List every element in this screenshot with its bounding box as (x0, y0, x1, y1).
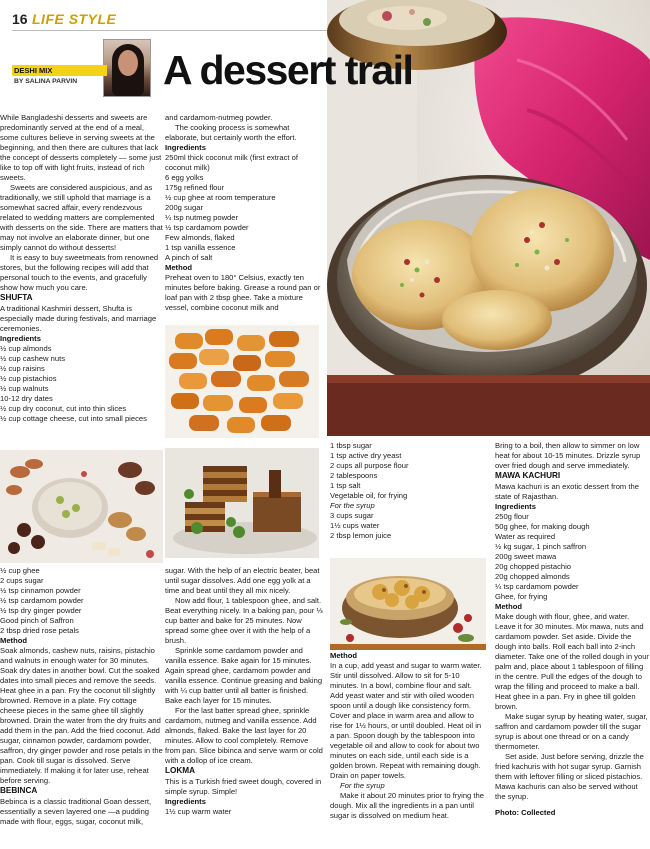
ingredient-line: Vegetable oil, for frying (330, 491, 408, 501)
ingredient-line: ½ cup almonds (0, 344, 52, 354)
ingredient-line: 200g sweet mawa (495, 551, 557, 561)
mawa-method-heading: Method (495, 602, 522, 612)
shufta-ingredients-heading: Ingredients (0, 334, 41, 344)
ingredient-line: 1 tsp active dry yeast (330, 451, 402, 461)
photo-lokma (165, 325, 319, 438)
bebinca-method-1: Preheat oven to 180° Celsius, exactly ten minutes before baking. Grease a round pan or loaf pan with 2 tbsp ghee. Take a mixture vessel, combine coconut milk and (165, 273, 321, 313)
ingredient-line: 1 tbsp sugar (330, 441, 372, 450)
shufta-description: A traditional Kashmiri dessert, Shufta is especially made during festivals, and marriage ceremonies. (0, 304, 157, 334)
column-3-method (330, 651, 487, 821)
shufta-method: Soak almonds, cashew nuts, raisins, pistachio and walnuts in enough water for 30 minutes. Soak dry dates in another bowl. Cut the soaked dates into small pieces and remove the seeds. Heat ghee in a pan. Fry the coconut till slightly browned. Remove in a plate. Fry cottage cheese pieces in the same ghee till slightly browned. Drain the water from the dry fruits and add them in the pan. Add the fried coconut. Add sugar, cinnamon powder, cardamom powder, saffron, dry ginger powder and rose petals in the pan. Cook till sugar is dissolved. Serve immediately. If making it for later use, reheat before serving. (0, 646, 163, 786)
lokma-heading: LOKMA (165, 766, 196, 776)
section-title: LIFE STYLE (32, 11, 117, 27)
photo-spices-bowl (330, 558, 486, 650)
photo-shufta (0, 450, 163, 563)
ingredient-line: ½ cup raisins (0, 364, 45, 374)
ingredient-line: ½ cup ghee at room temperature (165, 193, 276, 203)
ingredient-line: ¼ tsp cardamom powder (495, 582, 579, 592)
lokma-for-syrup: For the syrup (340, 781, 385, 791)
article-title: A dessert trail (163, 47, 413, 93)
lokma-method-heading: Method (330, 651, 357, 660)
ingredient-line: ½ tsp cardamom powder (0, 596, 84, 606)
column-4 (495, 441, 650, 818)
ingredient-line: ½ cup cashew nuts (0, 354, 66, 364)
intro-paragraph-2: Sweets are considered auspicious, and as traditionally, we still uphold that marriage is a somewhat sacred affair, every rendezvous related to wedding matters are complemented with desserts on the side. There are matters that may not involve an elaborate dinner, but one simply cannot do without desserts! (0, 183, 163, 253)
ingredient-line: ½ cup dry coconut, cut into thin slices (0, 404, 127, 414)
ingredient-line: 175g refined flour (165, 183, 225, 193)
ingredient-line: ½ cup ghee (0, 566, 40, 575)
bebinca-method-4: Sprinkle some cardamom powder and vanilla essence. Bake again for 15 minutes. Again spread ghee, cardamom powder and vanilla essence. Continue greasing and baking with ¼ cup batter until all batter is finished. Bake each layer for 15 minutes. (165, 646, 323, 706)
ingredient-line: ½ cup cottage cheese, cut into small pieces (0, 414, 147, 424)
header-rule (12, 30, 330, 31)
ingredient-line: Good pinch of Saffron (0, 616, 74, 626)
ingredient-line: 2 tbsp dried rose petals (0, 626, 79, 636)
ingredient-line: Ghee, for frying (495, 592, 548, 602)
lokma-syrup-heading: For the syrup (330, 501, 375, 511)
ingredient-line: 20g chopped almonds (495, 572, 570, 582)
mawa-description: Mawa kachuri is an exotic dessert from the state of Rajasthan. (495, 481, 639, 501)
ingredient-line: 1 tsp salt (330, 481, 361, 491)
photo-credit: Photo: Collected (495, 808, 556, 818)
ingredient-line: 250g flour (495, 511, 529, 521)
bebinca-heading: BEBINCA (0, 786, 38, 796)
lokma-description: This is a Turkish fried sweet dough, covered in simple syrup. Simple! (165, 777, 322, 797)
lokma-syrup-method-2: Bring to a boil, then allow to simmer on low heat for about 10-15 minutes. Drizzle syrup over fried dough and serve immediately. (495, 441, 641, 471)
ingredient-line: 2 cups all purpose flour (330, 461, 409, 471)
ingredient-line: A pinch of salt (165, 253, 213, 263)
bebinca-method-heading: Method (165, 263, 192, 273)
bebinca-continued: and cardamom-nutmeg powder. (165, 113, 273, 122)
column-2-bottom (165, 566, 325, 817)
column-3 (330, 441, 487, 541)
ingredient-line: ½ cup pistachios (0, 374, 57, 384)
bebinca-continued-2: The cooking process is somewhat elaborate, but certainly worth the effort. (165, 123, 297, 143)
lokma-ingredients-heading: Ingredients (165, 797, 206, 807)
intro-paragraph-1: While Bangladeshi desserts and sweets are predominantly served at the end of a meal, some cultures believe in serving sweets at the beginning, and then there are cultures that lack the concept of desserts completely — some just like to top off with light fruits, instead of rich sweets. (0, 113, 162, 183)
ingredient-line: ½ kg sugar, 1 pinch saffron (495, 541, 587, 551)
page-number: 16 (12, 11, 28, 27)
lokma-method: In a cup, add yeast and sugar to warm water. Stir until dissolved. Allow to sit for 5-10 minutes. In a bowl, combine flour and salt. Add yeast water and stir with oiled wooden spoon until a dough like consistency form. Cover and place in warm area and allow to rise for 1½ hours, or until doubled. Heat oil in a pan. Spoon dough by the tablespoon into vegetable oil and allow to cook for about two minutes on each side, until each side is a golden brown. Repeat with remaining dough. Drain on paper towels. (330, 661, 482, 781)
bebinca-method-3: Now add flour, 1 tablespoon ghee, and salt. Beat everything nicely. In a baking pan, pour ⅓ cup batter and bake for 25 minutes. Now spread some ghee over it with the help of a brush. (165, 596, 323, 646)
ingredient-line: ¼ tsp nutmeg powder (165, 213, 239, 223)
ingredient-line: 50g ghee, for making dough (495, 521, 590, 531)
byline: BY SALINA PARVIN (14, 78, 78, 85)
mawa-ingredients-heading: Ingredients (495, 501, 536, 511)
shufta-method-heading: Method (0, 636, 27, 646)
mawa-kachuri-heading: MAWA KACHURI (495, 471, 561, 481)
ingredient-line: ½ cup walnuts (0, 384, 49, 394)
column-2-top (165, 113, 325, 313)
bebinca-method-2: sugar. With the help of an electric beater, beat until sugar dissolves. Add one egg yolk at a time and beat until they all mix nicely. (165, 566, 320, 596)
bebinca-description: Bebinca is a classic traditional Goan dessert, essentially a seven layered one —a pudding made with flour, eggs, sugar, coconut milk, (0, 797, 152, 827)
shufta-heading: SHUFTA (0, 293, 33, 303)
ingredient-line: 20g chopped pistachio (495, 562, 571, 571)
ingredient-line: ½ tsp cinnamon powder (0, 586, 81, 596)
ingredient-line: Water as required (495, 531, 556, 541)
ingredient-line: ½ tsp dry ginger powder (0, 606, 82, 616)
column-1-bottom (0, 566, 163, 827)
mawa-method: Make dough with flour, ghee, and water. Leave it for 30 minutes. Mix mawa, nuts and cardamom powder. Set aside. Divide the dough into balls. Roll each ball into 2-inch diameter. Take one of the rolled dough in your palm and, place about 1 tablespoon of filling in the centre. Pull the edges of the dough to wrap the filling and proceed to make a ball. Heat ghee in a pan. Fry in ghee till golden brown. (495, 612, 649, 712)
column-1-top (0, 113, 163, 424)
ingredient-line: 200g sugar (165, 203, 203, 213)
column-tag: DESHI MIX (14, 66, 53, 75)
ingredient-line: 3 cups sugar (330, 511, 374, 521)
ingredient-line: 1½ cup warm water (165, 807, 232, 817)
mawa-method-3: Set aside. Just before serving, drizzle the fried kachuris with hot sugar syrup. Garnish them with leftover filling or sliced pistachios. Mawa kachuris can also be served without the syrup. (495, 752, 644, 802)
ingredient-line: 2 tablespoons (330, 471, 378, 481)
bebinca-ingredients-heading: Ingredients (165, 143, 206, 153)
lokma-syrup-method: Make it about 20 minutes prior to frying the dough. Mix all the ingredients in a pan until sugar is dissolved on medium heat. (330, 791, 484, 821)
ingredient-line: 2 cups sugar (0, 576, 44, 586)
author-portrait (103, 39, 151, 97)
ingredient-line: 1 tsp vanilla essence (165, 243, 236, 253)
photo-bebinca (165, 448, 319, 558)
ingredient-line: ½ tsp cardamom powder (165, 223, 249, 233)
mawa-method-2: Make sugar syrup by heating water, sugar, saffron and cardamom powder till the sugar syrup is about one thread or on a candy thermometer. (495, 712, 648, 752)
bebinca-method-5: For the last batter spread ghee, sprinkle cardamom, nutmeg and vanilla essence. Add almonds, flaked. Bake the last layer for 20 minutes. Allow to cool completely. Remove from pan. Slice bibinca and serve warm or cold with a dollop of ice cream. (165, 706, 323, 766)
ingredient-line: 250ml thick coconut milk (first extract of coconut milk) (165, 153, 298, 173)
ingredient-line: 6 egg yolks (165, 173, 204, 183)
ingredient-line: 10-12 dry dates (0, 394, 53, 404)
ingredient-line: 1½ cups water (330, 521, 380, 531)
intro-paragraph-3: It is easy to buy sweetmeats from renowned stores, but the following recipes will add that personal touch to the events, and gracefully show how much you care. (0, 253, 159, 293)
ingredient-line: 2 tbsp lemon juice (330, 531, 392, 541)
ingredient-line: Few almonds, flaked (165, 233, 235, 243)
